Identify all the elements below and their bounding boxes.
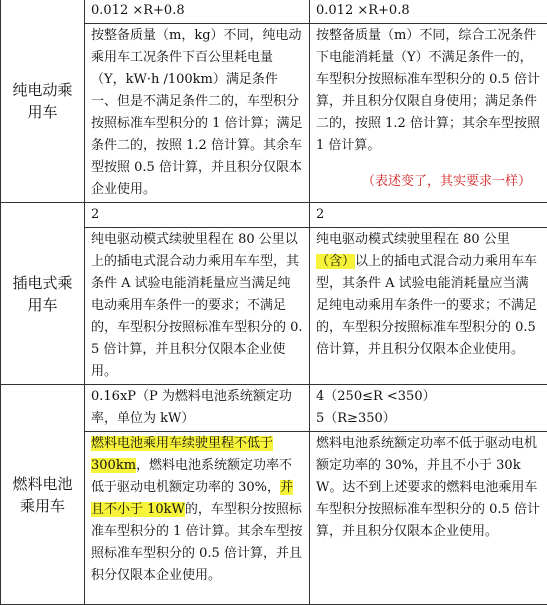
old-value-fcev: 0.16xP（P 为燃料电池系统额定功率，单位为 kW） [85, 385, 310, 432]
old-text-bev-content: 按整备质量（m，kg）不同，纯电动乘用车工况条件下百公里耗电量（Y，kW·h /100km）满足条件一、但是不满足条件二的，车型积分按照标准车型积分的 1 倍计算；满足条件二的，按照 1.2 倍计算。其余车型按照 0.5 倍计算，并且积分仅限本企业使用。 [91, 28, 303, 197]
change-note: （表述变了，其实要求一样） [316, 171, 541, 193]
row-label-fcev: 燃料电池 乘用车 [1, 385, 85, 605]
new-value-bev: 0.012 ×R+0.8 [310, 0, 547, 24]
new-text-bev-content: 按整备质量（m）不同，综合工况条件下电能消耗量（Y）不满足条件一的，车型积分按照标准车型积分的 0.5 倍计算，并且积分仅限自身使用；满足条件二的，按照 1.2 倍计算；其余车型按照 1 倍计算。 [316, 28, 540, 153]
table-row [1, 203, 547, 228]
old-text-phev-content: 纯电驱动模式续驶里程在 80 公里以上的插电式混合动力乘用车车型，其条件 A 试验电能消耗量应当满足纯电动乘用车条件一的要求；不满足的，车型积分按照标准车型积分的 0.5 倍计算，并且积分仅限本企业使用。 [91, 232, 303, 379]
row-label-phev: 插电式乘 用车 [1, 203, 85, 385]
new-value-fcev-2: 5（R≥350） [316, 408, 541, 430]
row-label-bev: 纯电动乘 用车 [1, 0, 85, 203]
old-text-fcev-a: ，燃料电池系统额定功率不低于驱动电机额定功率的 30%， [91, 458, 292, 495]
old-text-phev [85, 228, 310, 385]
table-row [1, 385, 547, 432]
new-value-phev: 2 [310, 203, 547, 228]
old-text-fcev-b: 的，车型积分按照标准车型积分的 1 倍计算。其余车型按照标准车型积分的 0.5 倍计算，并且积分仅限本企业使用。 [91, 502, 303, 583]
new-text-fcev [310, 432, 547, 605]
highlight-inclusive: （含） [316, 254, 355, 269]
old-value-bev: 0.012 ×R+0.8 [85, 0, 310, 24]
new-text-bev [310, 24, 547, 203]
highlight-range: 燃料电池乘用车续驶里程不低于 300km [91, 436, 273, 473]
new-text-phev [310, 228, 547, 385]
new-text-fcev-content: 燃料电池系统额定功率不低于驱动电机额定功率的 30%，并且不小于 30kW。达不到上述要求的燃料电池乘用车车型积分按照标准车型积分的 0.5 倍计算，并且积分仅限本企业使用。 [316, 436, 540, 539]
old-value-phev: 2 [85, 203, 310, 228]
new-value-fcev [310, 385, 547, 432]
table-row [1, 0, 547, 24]
new-text-phev-b: 以上的插电式混合动力乘用车车型，其条件 A 试验电能消耗量应当满足纯电动乘用车条件一的要求；不满足的，车型积分按照标准车型积分的 0.5 倍计算，并且积分仅限本企业使用。 [316, 254, 537, 357]
highlight-power: 并且不小于 10kW [91, 480, 293, 517]
new-text-phev-a: 纯电驱动模式续驶里程在 80 公里 [316, 232, 510, 247]
old-text-bev [85, 24, 310, 203]
old-text-fcev [85, 432, 310, 605]
new-value-fcev-1: 4（250≤R <350） [316, 386, 541, 408]
